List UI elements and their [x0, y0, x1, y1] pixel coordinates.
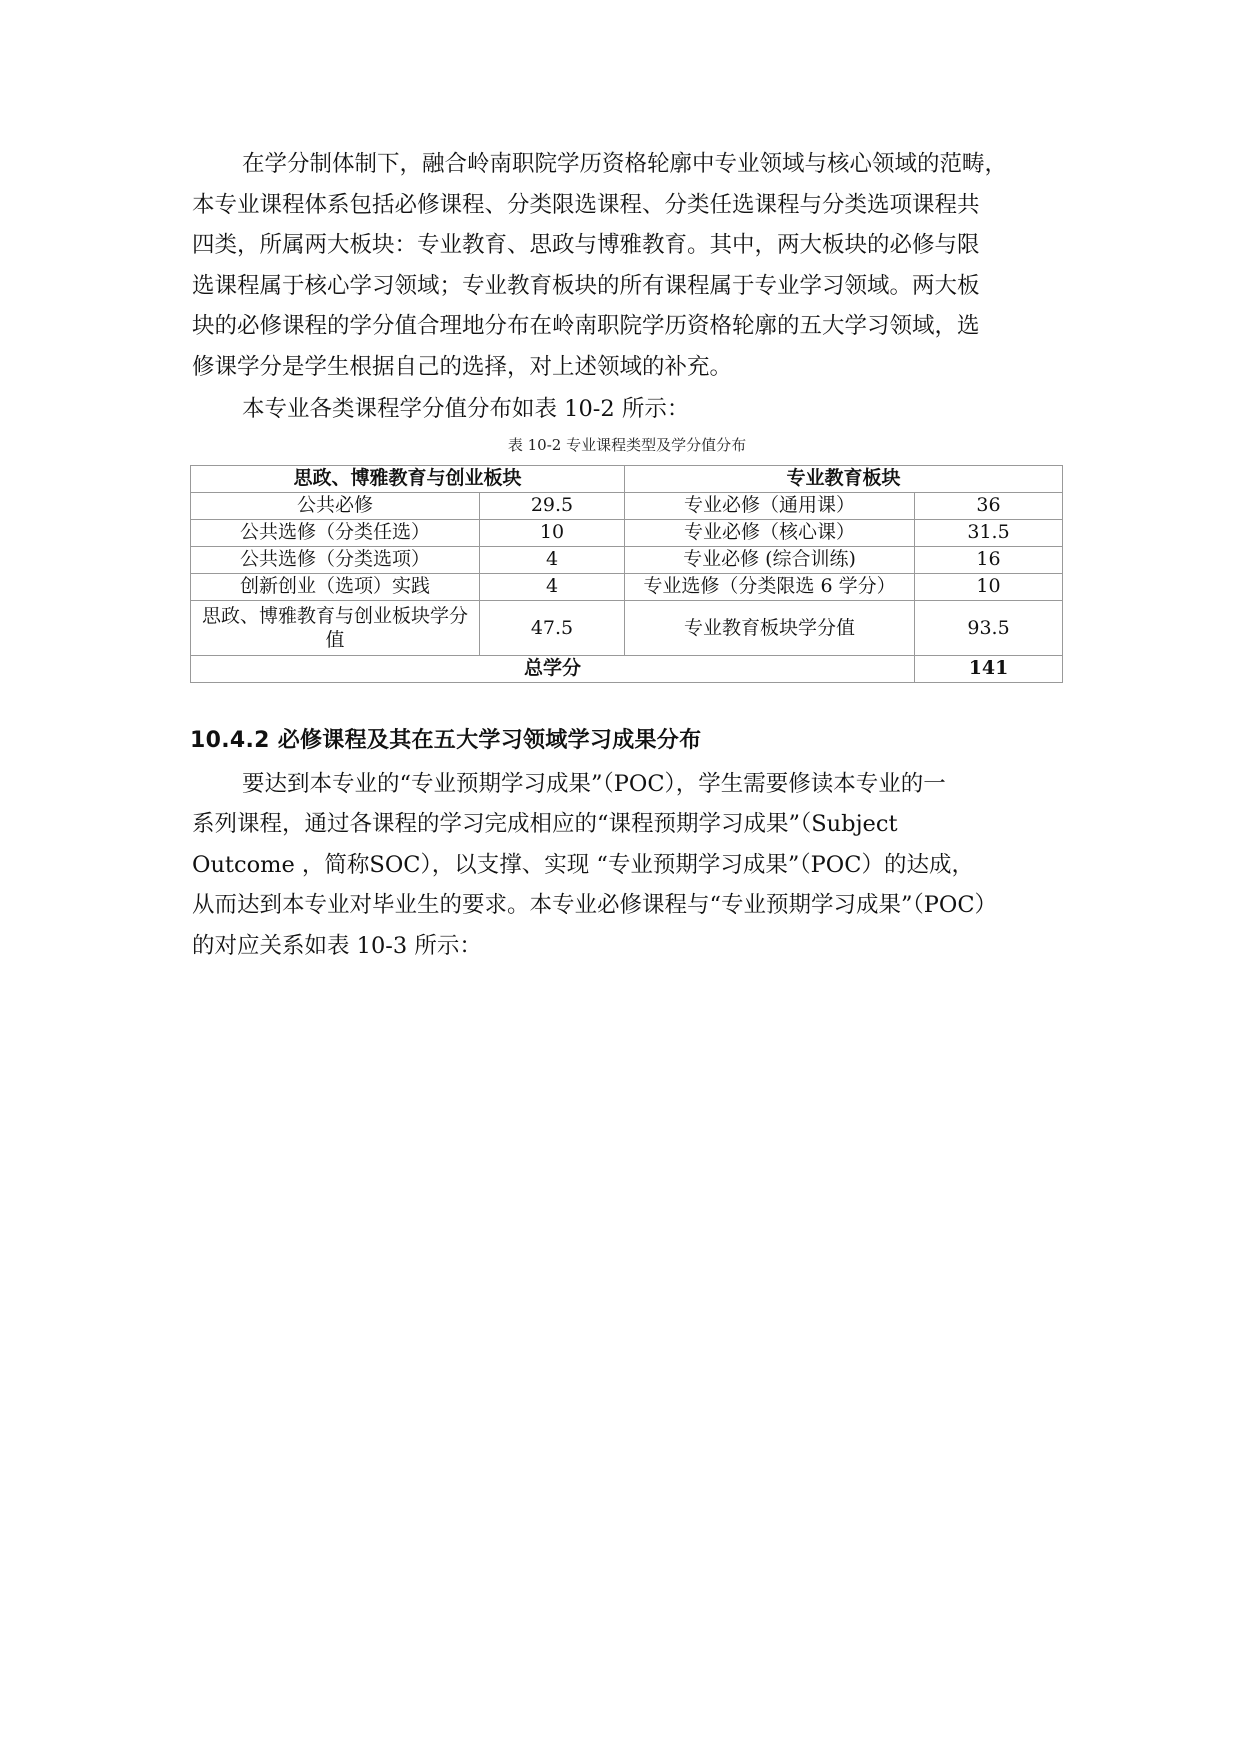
section-line: Outcome ，简称SOC），以支撑、实现 “专业预期学习成果”（POC）的达成， — [192, 851, 974, 878]
table-total-row — [191, 655, 1063, 682]
right-subtotal-label-cell: 专业教育板块学分值 — [625, 600, 915, 655]
intro-line: 修课学分是学生根据自己的选择，对上述领域的补充。 — [192, 353, 733, 380]
credit-distribution-table — [190, 465, 1063, 683]
section-line: 从而达到本专业对毕业生的要求。本专业必修课程与“专业预期学习成果”（POC） — [192, 892, 998, 918]
section-line: 系列课程，通过各课程的学习完成相应的“课程预期学习成果”（Subject — [192, 811, 898, 837]
table-reference-text: 本专业各类课程学分值分布如表 10-2 所示： — [242, 396, 690, 422]
intro-line: 四类，所属两大板块：专业教育、思政与博雅教育。其中，两大板块的必修与限 — [192, 232, 980, 258]
left-subtotal-label-cell: 思政、博雅教育与创业板块学分值 — [191, 600, 480, 655]
section-line: 要达到本专业的“专业预期学习成果”（POC），学生需要修读本专业的一 — [242, 770, 946, 797]
intro-line: 块的必修课程的学分值合理地分布在岭南职院学历资格轮廓的五大学习领域，选 — [192, 313, 980, 339]
left-section-header: 思政、博雅教育与创业板块 — [191, 465, 625, 492]
right-category-cell: 专业必修（核心课） — [625, 519, 915, 546]
intro-line: 本专业课程体系包括必修课程、分类限选课程、分类任选课程与分类选项课程共 — [192, 191, 980, 218]
table-caption: 表 10-2 专业课程类型及学分值分布 — [507, 435, 747, 454]
right-category-cell: 专业必修 (综合训练) — [625, 546, 915, 573]
table-row — [191, 492, 1063, 519]
left-credit-cell: 10 — [480, 519, 625, 546]
right-credit-cell: 16 — [915, 546, 1063, 573]
right-credit-cell: 31.5 — [915, 519, 1063, 546]
right-section-header: 专业教育板块 — [625, 465, 1063, 492]
section-paragraph — [192, 764, 1062, 967]
total-value-cell: 141 — [915, 655, 1063, 682]
intro-line: 选课程属于核心学习领域；专业教育板块的所有课程属于专业学习领域。两大板 — [192, 272, 980, 299]
table-row — [191, 573, 1063, 600]
total-label-cell: 总学分 — [191, 655, 915, 682]
left-category-cell: 公共必修 — [191, 492, 480, 519]
table-subtotal-row — [191, 600, 1063, 655]
left-credit-cell: 4 — [480, 546, 625, 573]
page-content — [192, 144, 1062, 966]
left-credit-cell: 4 — [480, 573, 625, 600]
left-category-cell: 创新创业（选项）实践 — [191, 573, 480, 600]
right-credit-cell: 36 — [915, 492, 1063, 519]
right-category-cell: 专业选修（分类限选 6 学分） — [625, 573, 915, 600]
table-header-row — [191, 465, 1063, 492]
table-row — [191, 519, 1063, 546]
table-row — [191, 546, 1063, 573]
table-reference-paragraph — [192, 389, 1062, 430]
left-subtotal-value-cell: 47.5 — [480, 600, 625, 655]
right-subtotal-value-cell: 93.5 — [915, 600, 1063, 655]
left-category-cell: 公共选修（分类任选） — [191, 519, 480, 546]
left-credit-cell: 29.5 — [480, 492, 625, 519]
right-category-cell: 专业必修（通用课） — [625, 492, 915, 519]
section-line: 的对应关系如表 10-3 所示： — [192, 932, 482, 959]
section-heading: 10.4.2 必修课程及其在五大学习领域学习成果分布 — [190, 727, 702, 753]
intro-paragraph — [192, 144, 1062, 387]
intro-line: 在学分制体制下，融合岭南职院学历资格轮廓中专业领域与核心领域的范畴， — [242, 151, 1008, 177]
left-category-cell: 公共选修（分类选项） — [191, 546, 480, 573]
right-credit-cell: 10 — [915, 573, 1063, 600]
